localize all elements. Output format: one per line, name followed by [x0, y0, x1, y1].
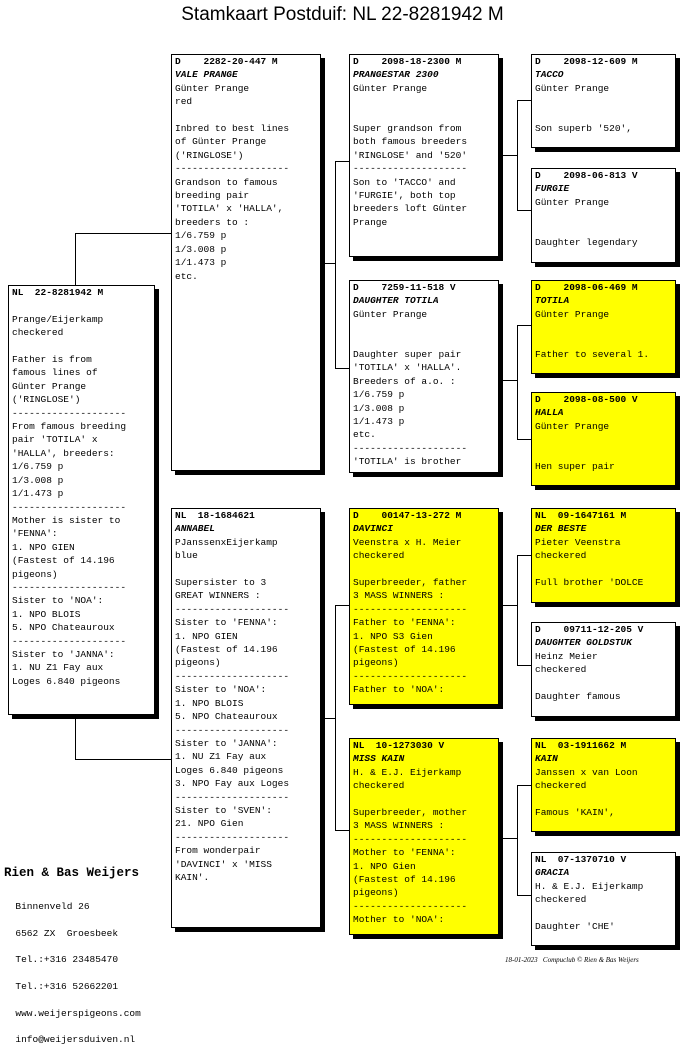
card-text-line: 1/3.008 p	[12, 474, 64, 486]
card-text-line: pair 'TOTILA' x	[12, 434, 98, 446]
card-text-line: 3 MASS WINNERS :	[353, 590, 445, 602]
pigeon-name: GRACIA	[535, 867, 570, 879]
card-mother-mother	[349, 738, 499, 935]
card-text-line: pigeons)	[353, 887, 399, 899]
card-text-line: Mother to 'FENNA':	[353, 847, 456, 859]
card-text-line: Janssen x van Loon	[535, 766, 638, 778]
contact-block	[4, 887, 141, 1047]
card-text-line: (Fastest of 14.196	[12, 555, 115, 567]
card-text-line	[12, 340, 151, 353]
card-ff-father	[531, 54, 676, 148]
card-text-line: H. & E.J. Eijerkamp	[535, 880, 644, 892]
pigeon-name: MISS KAIN	[353, 753, 405, 765]
connector-line	[499, 380, 518, 381]
card-mf-father	[531, 508, 676, 603]
card-text-line: Full brother 'DOLCE	[535, 577, 644, 589]
card-text-line: 1. NPO BLOIS	[175, 697, 244, 709]
card-text-line: ('RINGLOSE')	[175, 149, 244, 161]
card-text-line	[12, 299, 151, 312]
card-text-line: 1. NPO BLOIS	[12, 608, 81, 620]
website-link[interactable]: www.weijerspigeons.com	[15, 1007, 141, 1019]
card-text-line	[353, 793, 495, 806]
pigeon-name: KAIN	[535, 753, 558, 765]
card-text-line: breeding pair	[175, 190, 250, 202]
card-text-line: checkered	[353, 780, 405, 792]
card-text-line: (Fastest of 14.196	[175, 644, 278, 656]
ring-number: D 00147-13-272 M	[353, 510, 462, 521]
connector-line	[517, 210, 531, 211]
card-text-line: Loges 6.840 pigeons	[175, 764, 284, 776]
card-mm-father	[531, 738, 676, 832]
card-text-line: Sister to 'JANNA':	[175, 737, 278, 749]
connector-line	[499, 155, 518, 156]
page-title: Stamkaart Postduif: NL 22-8281942 M	[181, 4, 504, 25]
card-text-line: Sister to 'NOA':	[175, 684, 267, 696]
owner-name: Rien & Bas Weijers	[4, 866, 140, 880]
connector-line	[75, 759, 172, 760]
card-text-line: Daughter 'CHE'	[535, 921, 615, 933]
card-text-line	[535, 563, 672, 576]
connector-line	[517, 785, 531, 786]
ring-number: D 2098-18-2300 M	[353, 56, 462, 67]
card-text-line: Father to several 1.	[535, 349, 650, 361]
card-text-line: 1/6.759 p	[175, 230, 227, 242]
connector-line	[499, 605, 518, 606]
connector-line	[517, 325, 531, 326]
card-father	[171, 54, 321, 471]
card-ff-mother	[531, 168, 676, 263]
card-text-line: Son superb '520',	[535, 123, 632, 135]
card-text-line: H. & E.J. Eijerkamp	[353, 766, 462, 778]
card-text-line	[535, 677, 672, 690]
connector-line	[335, 161, 349, 162]
ring-number: NL 22-8281942 M	[12, 287, 104, 298]
connector-line	[517, 439, 531, 440]
card-text-line: Günter Prange	[535, 308, 610, 320]
card-text-line: 'TOTILA' x 'HALLA'.	[353, 362, 462, 374]
card-text-line: Prange/Eijerkamp	[12, 313, 104, 325]
ring-number: D 2098-06-813 V	[535, 170, 638, 181]
connector-line	[517, 100, 531, 101]
card-text-line: Famous 'KAIN',	[535, 807, 615, 819]
connector-line	[335, 161, 336, 368]
card-text-line: 1. NPO GIEN	[12, 541, 75, 553]
card-text-line	[353, 109, 495, 122]
card-text-line: 'HALLA', breeders:	[12, 447, 115, 459]
card-text-line: KAIN'.	[175, 871, 210, 883]
card-text-line	[353, 95, 495, 108]
card-text-line	[535, 109, 672, 122]
card-mother-father	[349, 508, 499, 705]
card-text-line: Veenstra x H. Meier	[353, 536, 462, 548]
card-text-line: Pieter Veenstra	[535, 536, 621, 548]
card-text-line: breeders loft Günter	[353, 203, 468, 215]
card-text-line: Sister to 'SVEN':	[175, 804, 272, 816]
card-text-line: --------------------	[12, 501, 127, 513]
card-text-line: --------------------	[12, 581, 127, 593]
card-text-line: GREAT WINNERS :	[175, 590, 261, 602]
card-text-line: Supersister to 3	[175, 577, 267, 589]
card-text-line: etc.	[175, 270, 198, 282]
card-text-line: Father is from	[12, 354, 92, 366]
card-text-line: 'FURGIE', both top	[353, 190, 456, 202]
ring-number: D 7259-11-518 V	[353, 282, 456, 293]
card-text-line: Günter Prange	[175, 82, 250, 94]
card-text-line: Daughter legendary	[535, 237, 638, 249]
card-text-line: Breeders of a.o. :	[353, 375, 456, 387]
pigeon-name: DER BESTE	[535, 523, 587, 535]
connector-line	[517, 555, 531, 556]
card-text-line: 'FENNA':	[12, 528, 58, 540]
card-text-line: --------------------	[175, 670, 290, 682]
card-text-line: 'DAVINCI' x 'MISS	[175, 858, 272, 870]
connector-line	[517, 665, 531, 666]
card-text-line	[535, 907, 672, 920]
date-stamp: 18-01-2023 Compuclub © Rien & Bas Weijers	[505, 956, 639, 964]
card-text-line: Sister to 'JANNA':	[12, 648, 115, 660]
card-text-line: 'TOTILA' is brother	[353, 456, 462, 468]
card-text-line: Father to 'FENNA':	[353, 617, 456, 629]
phone-line: Tel.:+316 52662201	[15, 981, 119, 993]
card-text-line: Günter Prange	[535, 82, 610, 94]
card-text-line: 3. NPO Fay aux Loges	[175, 778, 290, 790]
connector-line	[517, 785, 518, 895]
card-text-line: --------------------	[353, 900, 468, 912]
connector-line	[517, 555, 518, 665]
connector-line	[517, 325, 518, 439]
pigeon-name: DAVINCI	[353, 523, 393, 535]
pigeon-name: HALLA	[535, 407, 564, 419]
card-text-line	[535, 447, 672, 460]
card-text-line: Heinz Meier	[535, 650, 598, 662]
card-text-line: 5. NPO Chateauroux	[175, 711, 278, 723]
phone-line: Tel.:+316 23485470	[15, 954, 119, 966]
pigeon-name: VALE PRANGE	[175, 69, 238, 81]
card-text-line	[535, 209, 672, 222]
card-main-pigeon	[8, 285, 155, 715]
connector-line	[335, 830, 349, 831]
card-text-line: 21. NPO Gien	[175, 818, 244, 830]
card-text-line	[353, 563, 495, 576]
card-text-line: Mother to 'NOA':	[353, 914, 445, 926]
card-text-line: 'TOTILA' x 'HALLA',	[175, 203, 284, 215]
card-mm-mother	[531, 852, 676, 946]
card-text-line: --------------------	[175, 163, 290, 175]
card-text-line: --------------------	[175, 831, 290, 843]
card-text-line: 1/6.759 p	[12, 461, 64, 473]
card-text-line: 1/6.759 p	[353, 389, 405, 401]
card-father-father	[349, 54, 499, 257]
card-text-line: 3 MASS WINNERS :	[353, 820, 445, 832]
pigeon-name: DAUGHTER GOLDSTUK	[535, 637, 632, 649]
card-text-line: checkered	[535, 550, 587, 562]
ring-number: D 2098-08-500 V	[535, 394, 638, 405]
connector-line	[517, 895, 531, 896]
card-text-line	[175, 109, 317, 122]
card-mf-mother	[531, 622, 676, 717]
card-text-line: 1. NPO Gien	[353, 860, 416, 872]
ring-number: D 2098-12-609 M	[535, 56, 638, 67]
card-text-line: Loges 6.840 pigeons	[12, 675, 121, 687]
card-text-line: From wonderpair	[175, 845, 261, 857]
card-text-line: (Fastest of 14.196	[353, 644, 456, 656]
card-text-line	[535, 335, 672, 348]
card-text-line: 1/1.473 p	[353, 416, 405, 428]
connector-line	[335, 368, 349, 369]
ring-number: NL 03-1911662 M	[535, 740, 627, 751]
card-text-line: of Günter Prange	[175, 136, 267, 148]
card-text-line: --------------------	[12, 635, 127, 647]
postal-line: 6562 ZX Groesbeek	[15, 927, 119, 939]
card-text-line: pigeons)	[353, 657, 399, 669]
card-text-line: Hen super pair	[535, 461, 615, 473]
card-text-line: red	[175, 96, 193, 108]
pigeon-name: FURGIE	[535, 183, 570, 195]
card-text-line: checkered	[535, 780, 587, 792]
ring-number: D 2282-20-447 M	[175, 56, 278, 67]
card-text-line: checkered	[353, 550, 405, 562]
ring-number: NL 10-1273030 V	[353, 740, 445, 751]
card-text-line: checkered	[535, 894, 587, 906]
card-text-line: Mother is sister to	[12, 514, 121, 526]
card-text-line: --------------------	[353, 670, 468, 682]
ring-number: NL 09-1647161 M	[535, 510, 627, 521]
card-text-line: breeders to :	[175, 216, 250, 228]
card-text-line: Günter Prange	[353, 82, 428, 94]
ring-number: D 2098-06-469 M	[535, 282, 638, 293]
card-text-line: Günter Prange	[353, 308, 428, 320]
card-text-line: --------------------	[353, 163, 468, 175]
card-text-line: Father to 'NOA':	[353, 684, 445, 696]
card-mother	[171, 508, 321, 928]
card-text-line	[353, 321, 495, 334]
card-fm-father	[531, 280, 676, 374]
card-text-line: Sister to 'NOA':	[12, 595, 104, 607]
card-text-line: 1. NPO S3 Gien	[353, 630, 433, 642]
card-text-line: --------------------	[353, 442, 468, 454]
email-link[interactable]: info@weijersduiven.nl	[15, 1034, 136, 1046]
connector-line	[335, 605, 349, 606]
card-text-line: Günter Prange	[12, 380, 87, 392]
pigeon-name: TACCO	[535, 69, 564, 81]
card-text-line: pigeons)	[175, 657, 221, 669]
card-text-line: Grandson to famous	[175, 176, 278, 188]
connector-line	[75, 233, 76, 285]
card-text-line: Son to 'TACCO' and	[353, 176, 456, 188]
card-text-line: --------------------	[175, 603, 290, 615]
ring-number: D 09711-12-205 V	[535, 624, 644, 635]
card-text-line: Superbreeder, father	[353, 577, 468, 589]
card-text-line	[353, 335, 495, 348]
card-text-line	[535, 433, 672, 446]
card-text-line: Günter Prange	[535, 420, 610, 432]
connector-line	[321, 718, 336, 719]
card-text-line: PJanssenxEijerkamp	[175, 536, 278, 548]
card-text-line: 1. NU Z1 Fay aux	[12, 662, 104, 674]
card-text-line: ('RINGLOSE')	[12, 394, 81, 406]
pigeon-name: ANNABEL	[175, 523, 215, 535]
ring-number: NL 07-1370710 V	[535, 854, 627, 865]
card-text-line	[535, 95, 672, 108]
card-text-line: 5. NPO Chateauroux	[12, 622, 115, 634]
card-text-line: Inbred to best lines	[175, 123, 290, 135]
card-text-line: --------------------	[12, 407, 127, 419]
card-text-line: checkered	[12, 327, 64, 339]
card-text-line: Daughter famous	[535, 691, 621, 703]
card-text-line	[535, 223, 672, 236]
card-text-line: --------------------	[175, 791, 290, 803]
card-text-line: --------------------	[175, 724, 290, 736]
card-fm-mother	[531, 392, 676, 486]
connector-line	[75, 233, 172, 234]
card-text-line	[535, 793, 672, 806]
card-text-line: 1/3.008 p	[175, 243, 227, 255]
card-text-line: 1/1.473 p	[12, 488, 64, 500]
pigeon-name: PRANGESTAR 2300	[353, 69, 439, 81]
card-text-line: pigeons)	[12, 568, 58, 580]
address-line: Binnenveld 26	[15, 901, 90, 913]
ring-number: NL 18-1684621	[175, 510, 255, 521]
card-text-line: blue	[175, 550, 198, 562]
card-text-line: famous lines of	[12, 367, 98, 379]
card-text-line: Superbreeder, mother	[353, 807, 468, 819]
connector-line	[321, 263, 336, 264]
card-text-line: --------------------	[353, 603, 468, 615]
card-text-line	[535, 321, 672, 334]
card-text-line: From famous breeding	[12, 421, 127, 433]
card-text-line: Daughter super pair	[353, 349, 462, 361]
card-text-line: 1/3.008 p	[353, 402, 405, 414]
card-text-line	[175, 563, 317, 576]
card-text-line: checkered	[535, 664, 587, 676]
connector-line	[75, 715, 76, 759]
connector-line	[499, 838, 518, 839]
card-text-line: Günter Prange	[535, 196, 610, 208]
card-text-line: Sister to 'FENNA':	[175, 617, 278, 629]
card-text-line: 'RINGLOSE' and '520'	[353, 149, 468, 161]
card-text-line: Prange	[353, 216, 388, 228]
card-text-line: etc.	[353, 429, 376, 441]
pigeon-name: TOTILA	[535, 295, 570, 307]
card-father-mother	[349, 280, 499, 473]
card-text-line: both famous breeders	[353, 136, 468, 148]
card-text-line: 1/1.473 p	[175, 257, 227, 269]
card-text-line: (Fastest of 14.196	[353, 874, 456, 886]
card-text-line: Super grandson from	[353, 123, 462, 135]
card-text-line: 1. NPO GIEN	[175, 630, 238, 642]
card-text-line: --------------------	[353, 833, 468, 845]
card-text-line: 1. NU Z1 Fay aux	[175, 751, 267, 763]
pigeon-name: DAUGHTER TOTILA	[353, 295, 439, 307]
